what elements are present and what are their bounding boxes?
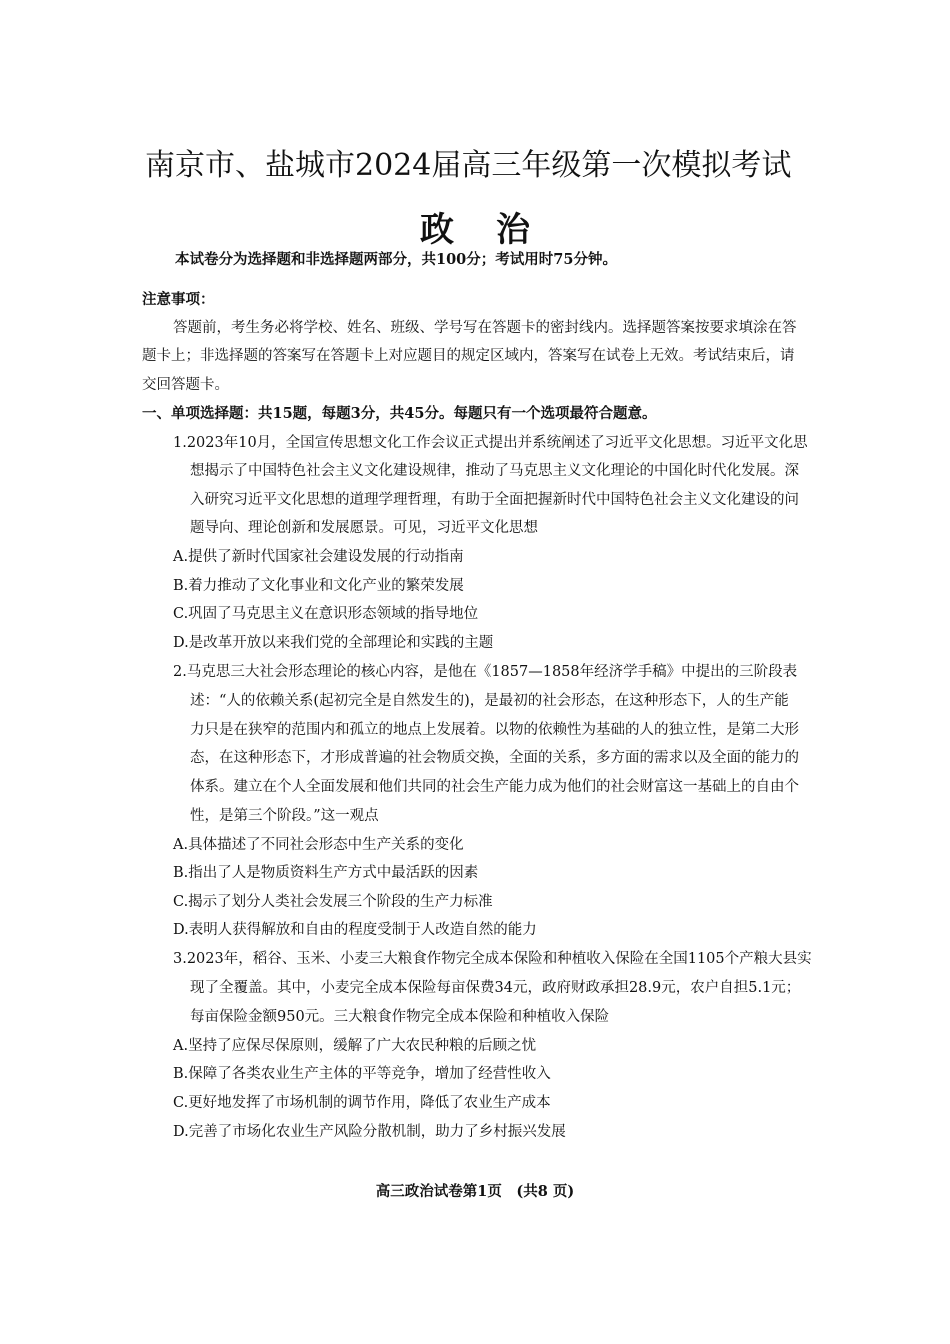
question-stem-line: 体系。建立在个人全面发展和他们共同的社会生产能力成为他们的社会财富这一基础上的自由个: [190, 779, 799, 795]
question-stem-line: 3.2023年，稻谷、玉米、小麦三大粮食作物完全成本保险和种植收入保险在全国1105个产粮大县实: [173, 951, 812, 967]
question-stem-line: 1.2023年10月，全国宣传思想文化工作会议正式提出并系统阐述了习近平文化思想。习近平文化思: [173, 435, 808, 451]
option-a: A.提供了新时代国家社会建设发展的行动指南: [173, 549, 464, 565]
page-footer: 高三政治试卷第1页 (共8 页): [375, 1183, 575, 1200]
option-a: A.具体描述了不同社会形态中生产关系的变化: [173, 837, 464, 853]
subject-title: 政治: [420, 210, 572, 250]
option-a: A.坚持了应保尽保原则，缓解了广大农民种粮的后顾之忧: [173, 1038, 537, 1054]
option-c: C.揭示了划分人类社会发展三个阶段的生产力标准: [173, 894, 493, 910]
notice-line: 交回答题卡。: [142, 377, 229, 393]
question-stem-line: 现了全覆盖。其中，小麦完全成本保险每亩保费34元，政府财政承担28.9元，农户自担5.1元；: [190, 980, 801, 996]
option-c: C.更好地发挥了市场机制的调节作用，降低了农业生产成本: [173, 1095, 551, 1111]
question-stem-line: 态，在这种形态下，才形成普遍的社会物质交换，全面的关系，多方面的需求以及全面的能力的: [190, 750, 799, 766]
exam-title: 南京市、盐城市2024届高三年级第一次模拟考试: [145, 148, 792, 183]
option-d: D.是改革开放以来我们党的全部理论和实践的主题: [173, 635, 494, 651]
question-stem-line: 每亩保险金额950元。三大粮食作物完全成本保险和种植收入保险: [190, 1009, 610, 1025]
question-stem-line: 想揭示了中国特色社会主义文化建设规律，推动了马克思主义文化理论的中国化时代化发展。深: [190, 463, 799, 479]
question-stem-line: 2.马克思三大社会形态理论的核心内容，是他在《1857—1858年经济学手稿》中提出的三阶段表: [173, 664, 798, 680]
option-d: D.表明人获得解放和自由的程度受制于人改造自然的能力: [173, 922, 537, 938]
question-stem-line: 入研究习近平文化思想的道理学理哲理，有助于全面把握新时代中国特色社会主义文化建设的问: [190, 492, 799, 508]
question-stem-line: 性，是第三个阶段。”这一观点: [190, 808, 379, 824]
option-b: B.指出了人是物质资料生产方式中最活跃的因素: [173, 865, 479, 881]
question-stem-line: 力只是在狭窄的范围内和孤立的地点上发展着。以物的依赖性为基础的人的独立性，是第二大形: [190, 722, 799, 738]
option-d: D.完善了市场化农业生产风险分散机制，助力了乡村振兴发展: [173, 1124, 566, 1140]
notice-line: 题卡上；非选择题的答案写在答题卡上对应题目的规定区域内，答案写在试卷上无效。考试结束后，请: [142, 348, 795, 364]
section-heading: 一、单项选择题：共15题，每题3分，共45分。每题只有一个选项最符合题意。: [142, 405, 657, 422]
question-stem-line: 述：“人的依赖关系(起初完全是自然发生的)，是最初的社会形态，在这种形态下，人的生产能: [190, 693, 789, 709]
notice-line: 答题前，考生务必将学校、姓名、班级、学号写在答题卡的密封线内。选择题答案按要求填涂在答: [173, 320, 797, 336]
notice-heading: 注意事项：: [142, 291, 215, 308]
question-stem-line: 题导向、理论创新和发展愿景。可见，习近平文化思想: [190, 520, 538, 536]
option-c: C.巩固了马克思主义在意识形态领域的指导地位: [173, 606, 479, 622]
exam-intro: 本试卷分为选择题和非选择题两部分，共100分；考试用时75分钟。: [175, 251, 617, 268]
option-b: B.保障了各类农业生产主体的平等竞争，增加了经营性收入: [173, 1066, 551, 1082]
option-b: B.着力推动了文化事业和文化产业的繁荣发展: [173, 578, 464, 594]
